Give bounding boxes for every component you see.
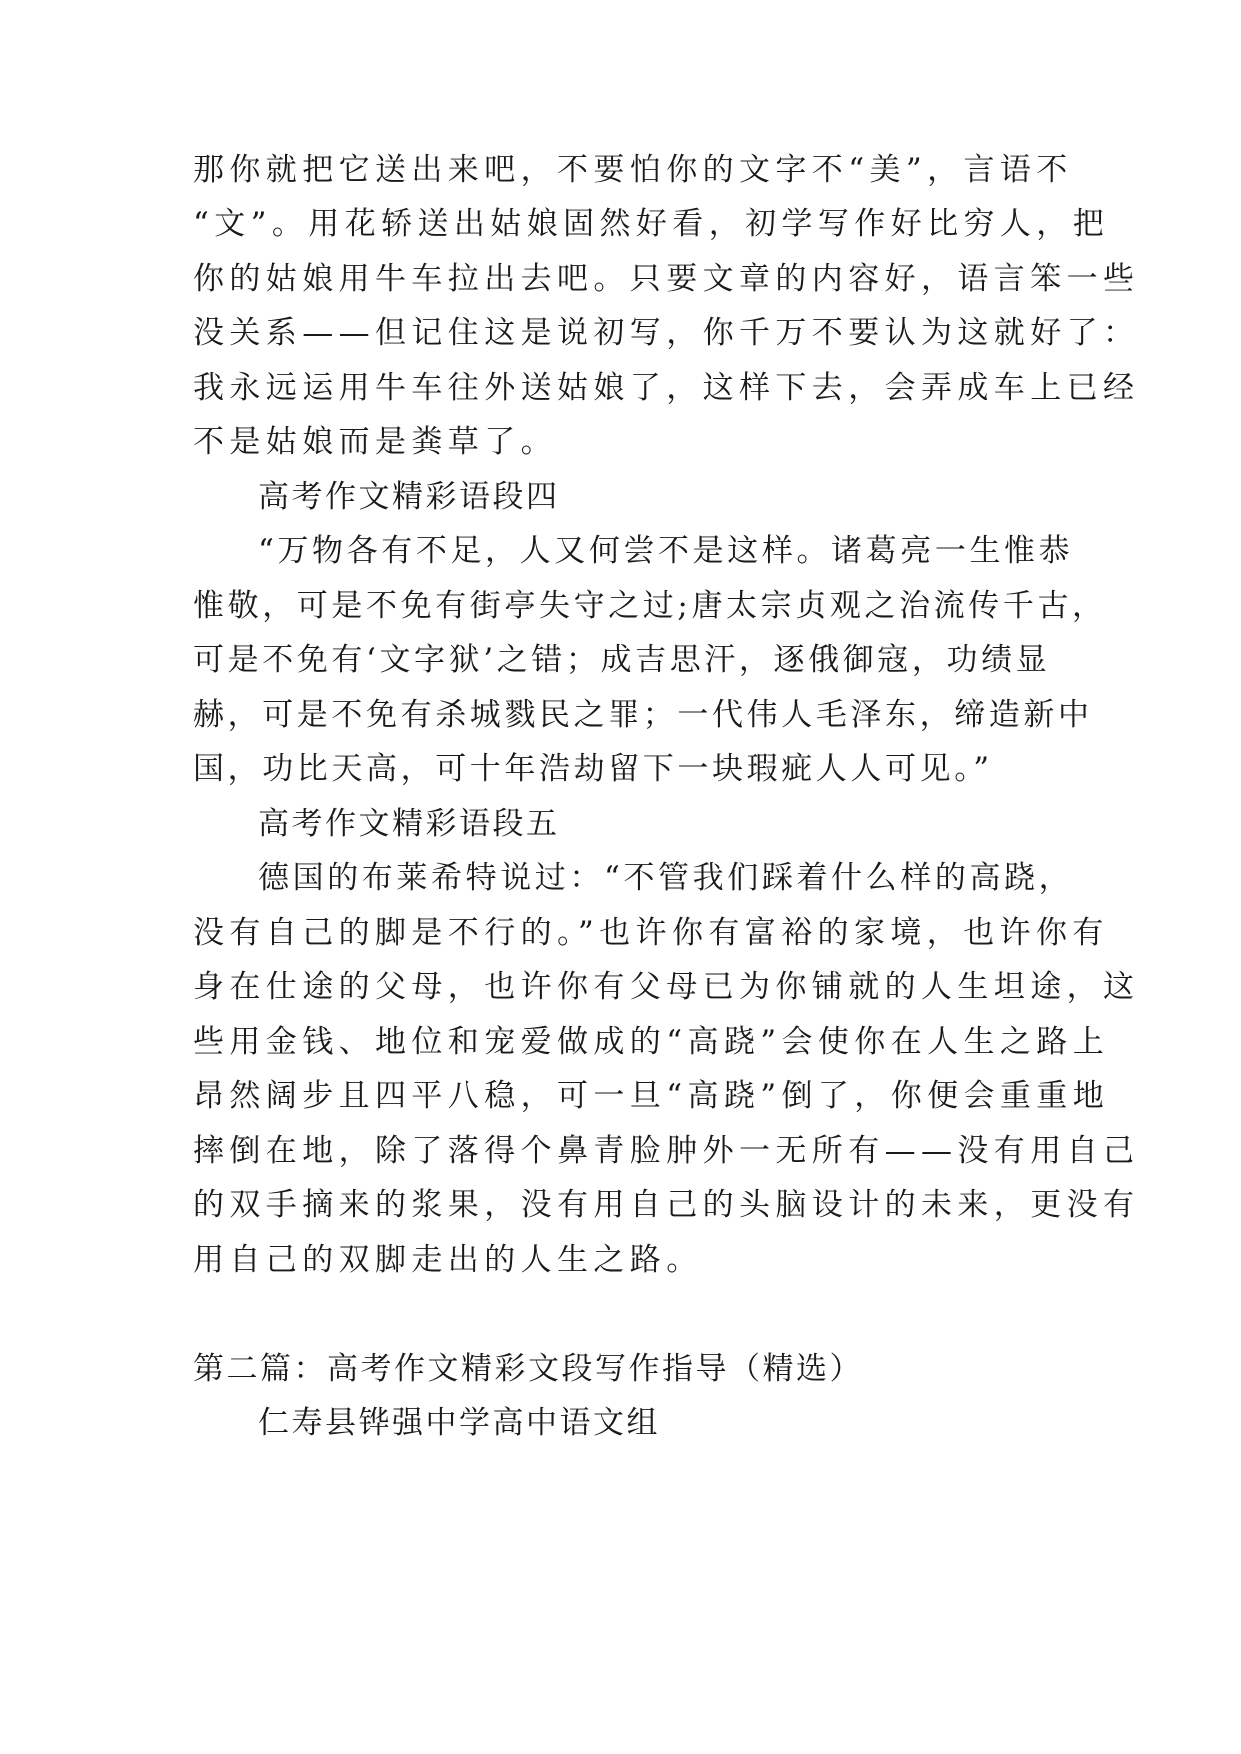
- paragraph-2-line-4: 赫，可是不免有杀城戮民之罪；一代伟人毛泽东，缔造新中: [193, 697, 1093, 733]
- paragraph-2-line-2: 惟敬，可是不免有街亭失守之过;唐太宗贞观之治流传千古，: [193, 588, 1107, 624]
- paragraph-2-line-3: 可是不免有‘文字狱’之错；成吉思汗，逐俄御寇，功绩显: [193, 642, 1051, 678]
- paragraph-3-line-3: 身在仕途的父母，也许你有父母已为你铺就的人生坦途，这: [193, 969, 1140, 1005]
- paragraph-3-line-1: 德国的布莱希特说过：“不管我们踩着什么样的高跷，: [258, 860, 1074, 896]
- section-5-title: 高考作文精彩语段五: [258, 806, 560, 842]
- paragraph-1-line-6: 不是姑娘而是粪草了。: [193, 424, 557, 460]
- paragraph-3-line-4: 些用金钱、地位和宠爱做成的“高跷”会使你在人生之路上: [193, 1024, 1110, 1060]
- part-2-title: 第二篇：高考作文精彩文段写作指导（精选）: [193, 1351, 863, 1387]
- paragraph-1-line-1: 那你就把它送出来吧，不要怕你的文字不“美”，言语不: [193, 152, 1073, 188]
- paragraph-3-line-6: 摔倒在地，除了落得个鼻青脸肿外一无所有——没有用自己: [193, 1133, 1140, 1169]
- paragraph-2-line-5: 国，功比天高，可十年浩劫留下一块瑕疵人人可见。”: [193, 751, 993, 787]
- paragraph-1-line-2: “文”。用花轿送出姑娘固然好看，初学写作好比穷人，把: [193, 206, 1110, 242]
- paragraph-3-line-5: 昂然阔步且四平八稳，可一旦“高跷”倒了，你便会重重地: [193, 1078, 1110, 1114]
- paragraph-2-line-1: “万物各有不足，人又何尝不是这样。诸葛亮一生惟恭: [258, 533, 1074, 569]
- paragraph-1-line-5: 我永远运用牛车往外送姑娘了，这样下去，会弄成车上已经: [193, 370, 1140, 406]
- paragraph-3-line-8: 用自己的双脚走出的人生之路。: [193, 1242, 703, 1278]
- paragraph-1-line-4: 没关系——但记住这是说初写，你千万不要认为这就好了：: [193, 315, 1140, 351]
- paragraph-1-line-3: 你的姑娘用牛车拉出去吧。只要文章的内容好，语言笨一些: [193, 261, 1140, 297]
- author-line: 仁寿县铧强中学高中语文组: [258, 1405, 660, 1441]
- section-4-title: 高考作文精彩语段四: [258, 479, 560, 515]
- paragraph-3-line-7: 的双手摘来的浆果，没有用自己的头脑设计的未来，更没有: [193, 1187, 1140, 1223]
- paragraph-3-line-2: 没有自己的脚是不行的。”也许你有富裕的家境，也许你有: [193, 915, 1109, 951]
